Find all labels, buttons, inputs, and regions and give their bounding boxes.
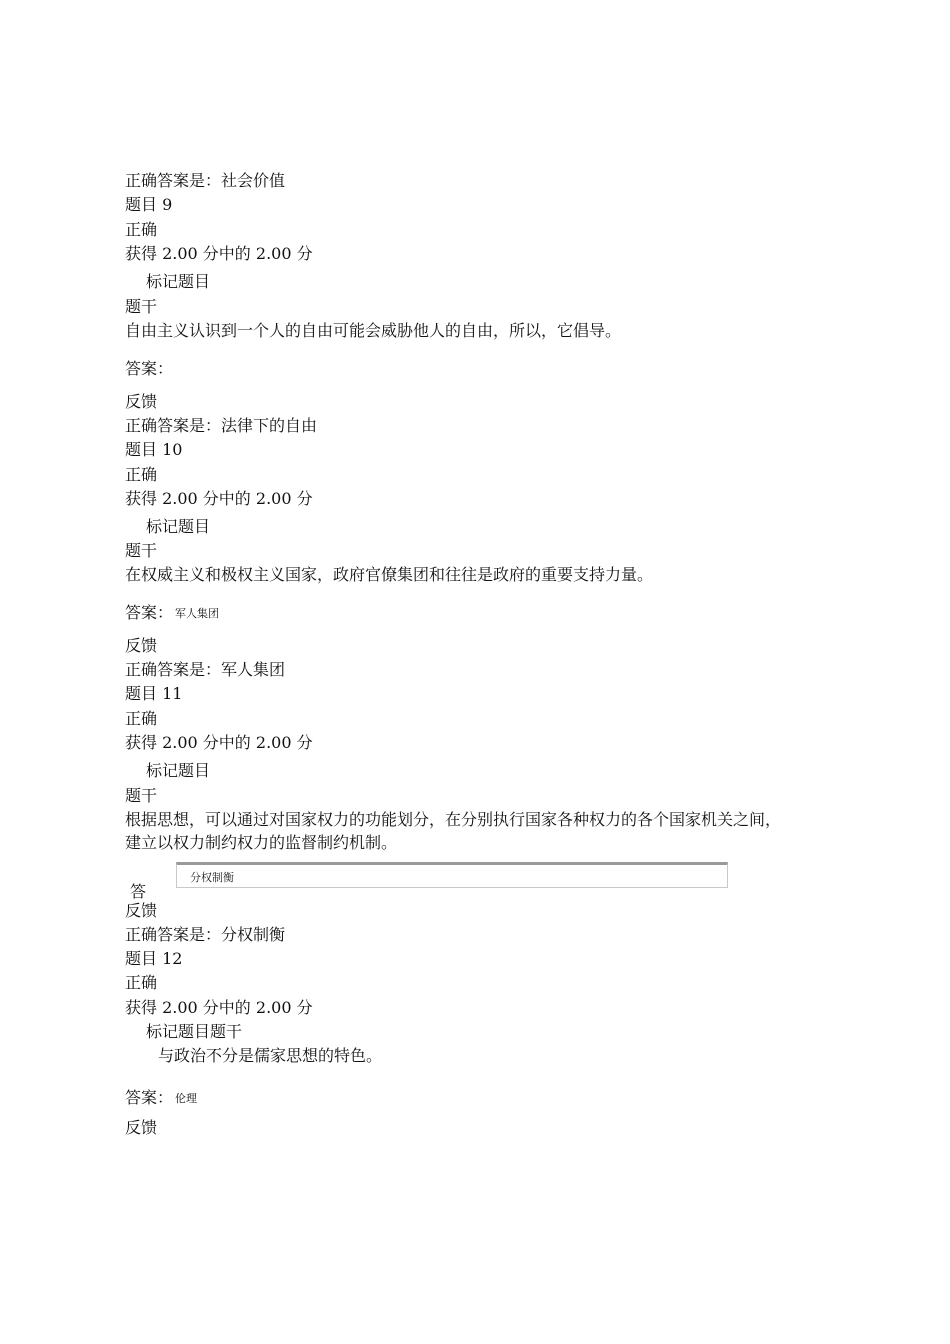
- question-11-answer-input[interactable]: [176, 862, 728, 888]
- question-11-score: 获得 2.00 分中的 2.00 分: [125, 733, 313, 752]
- question-10-score: 获得 2.00 分中的 2.00 分: [125, 489, 313, 508]
- answer-value: 伦理: [175, 1092, 198, 1105]
- question-12-score: 获得 2.00 分中的 2.00 分: [125, 998, 313, 1017]
- question-11-answer-label: 答: [130, 882, 147, 901]
- question-9-stem-label: 题干: [125, 297, 158, 316]
- question-12-title: 题目 12: [125, 949, 183, 968]
- answer-value: 军人集团: [175, 607, 220, 620]
- answer-input-value: 分权制衡: [190, 871, 234, 884]
- question-12-flag-stem-label[interactable]: 标记题目题干: [146, 1022, 243, 1041]
- question-10-stem-label: 题干: [125, 541, 158, 560]
- question-10-answer-row: [125, 602, 219, 625]
- question-10-text: 在权威主义和极权主义国家，政府官僚集团和往往是政府的重要支持力量。: [125, 565, 654, 584]
- question-10-status: 正确: [125, 465, 158, 484]
- question-12-text: 与政治不分是儒家思想的特色。: [158, 1046, 383, 1065]
- question-11-correct-answer: 正确答案是：分权制衡: [125, 925, 286, 944]
- question-9-flag-link[interactable]: 标记题目: [146, 272, 211, 291]
- question-10-correct-answer: 正确答案是：军人集团: [125, 660, 286, 679]
- question-11-status: 正确: [125, 709, 158, 728]
- question-11-feedback-label: 反馈: [125, 901, 158, 920]
- question-12-status: 正确: [125, 973, 158, 992]
- question-9-status: 正确: [125, 220, 158, 239]
- question-11-text-line1: 根据思想，可以通过对国家权力的功能划分，在分别执行国家各种权力的各个国家机关之间，: [125, 810, 782, 829]
- question-11-text-line2: 建立以权力制约权力的监督制约机制。: [125, 833, 398, 852]
- question-10-title: 题目 10: [125, 440, 183, 459]
- question-11-flag-link[interactable]: 标记题目: [146, 761, 211, 780]
- question-11-stem-label: 题干: [125, 786, 158, 805]
- answer-label: 答案：: [125, 359, 174, 378]
- question-9-correct-answer: 正确答案是：法律下的自由: [125, 416, 318, 435]
- question-9-text: 自由主义认识到一个人的自由可能会威胁他人的自由，所以，它倡导。: [125, 321, 622, 340]
- question-9-answer-row: [125, 358, 175, 381]
- answer-label: 答案：: [125, 1088, 174, 1107]
- question-12-answer-row: [125, 1087, 197, 1110]
- question-10-feedback-label: 反馈: [125, 636, 158, 655]
- question-9-title: 题目 9: [125, 195, 173, 214]
- question-11-title: 题目 11: [125, 684, 183, 703]
- question-12-feedback-label: 反馈: [125, 1118, 158, 1137]
- answer-label: 答案：: [125, 603, 174, 622]
- question-9-feedback-label: 反馈: [125, 392, 158, 411]
- question-9-score: 获得 2.00 分中的 2.00 分: [125, 244, 313, 263]
- question-10-flag-link[interactable]: 标记题目: [146, 517, 211, 536]
- correct-answer-text: 正确答案是：社会价值: [125, 171, 286, 190]
